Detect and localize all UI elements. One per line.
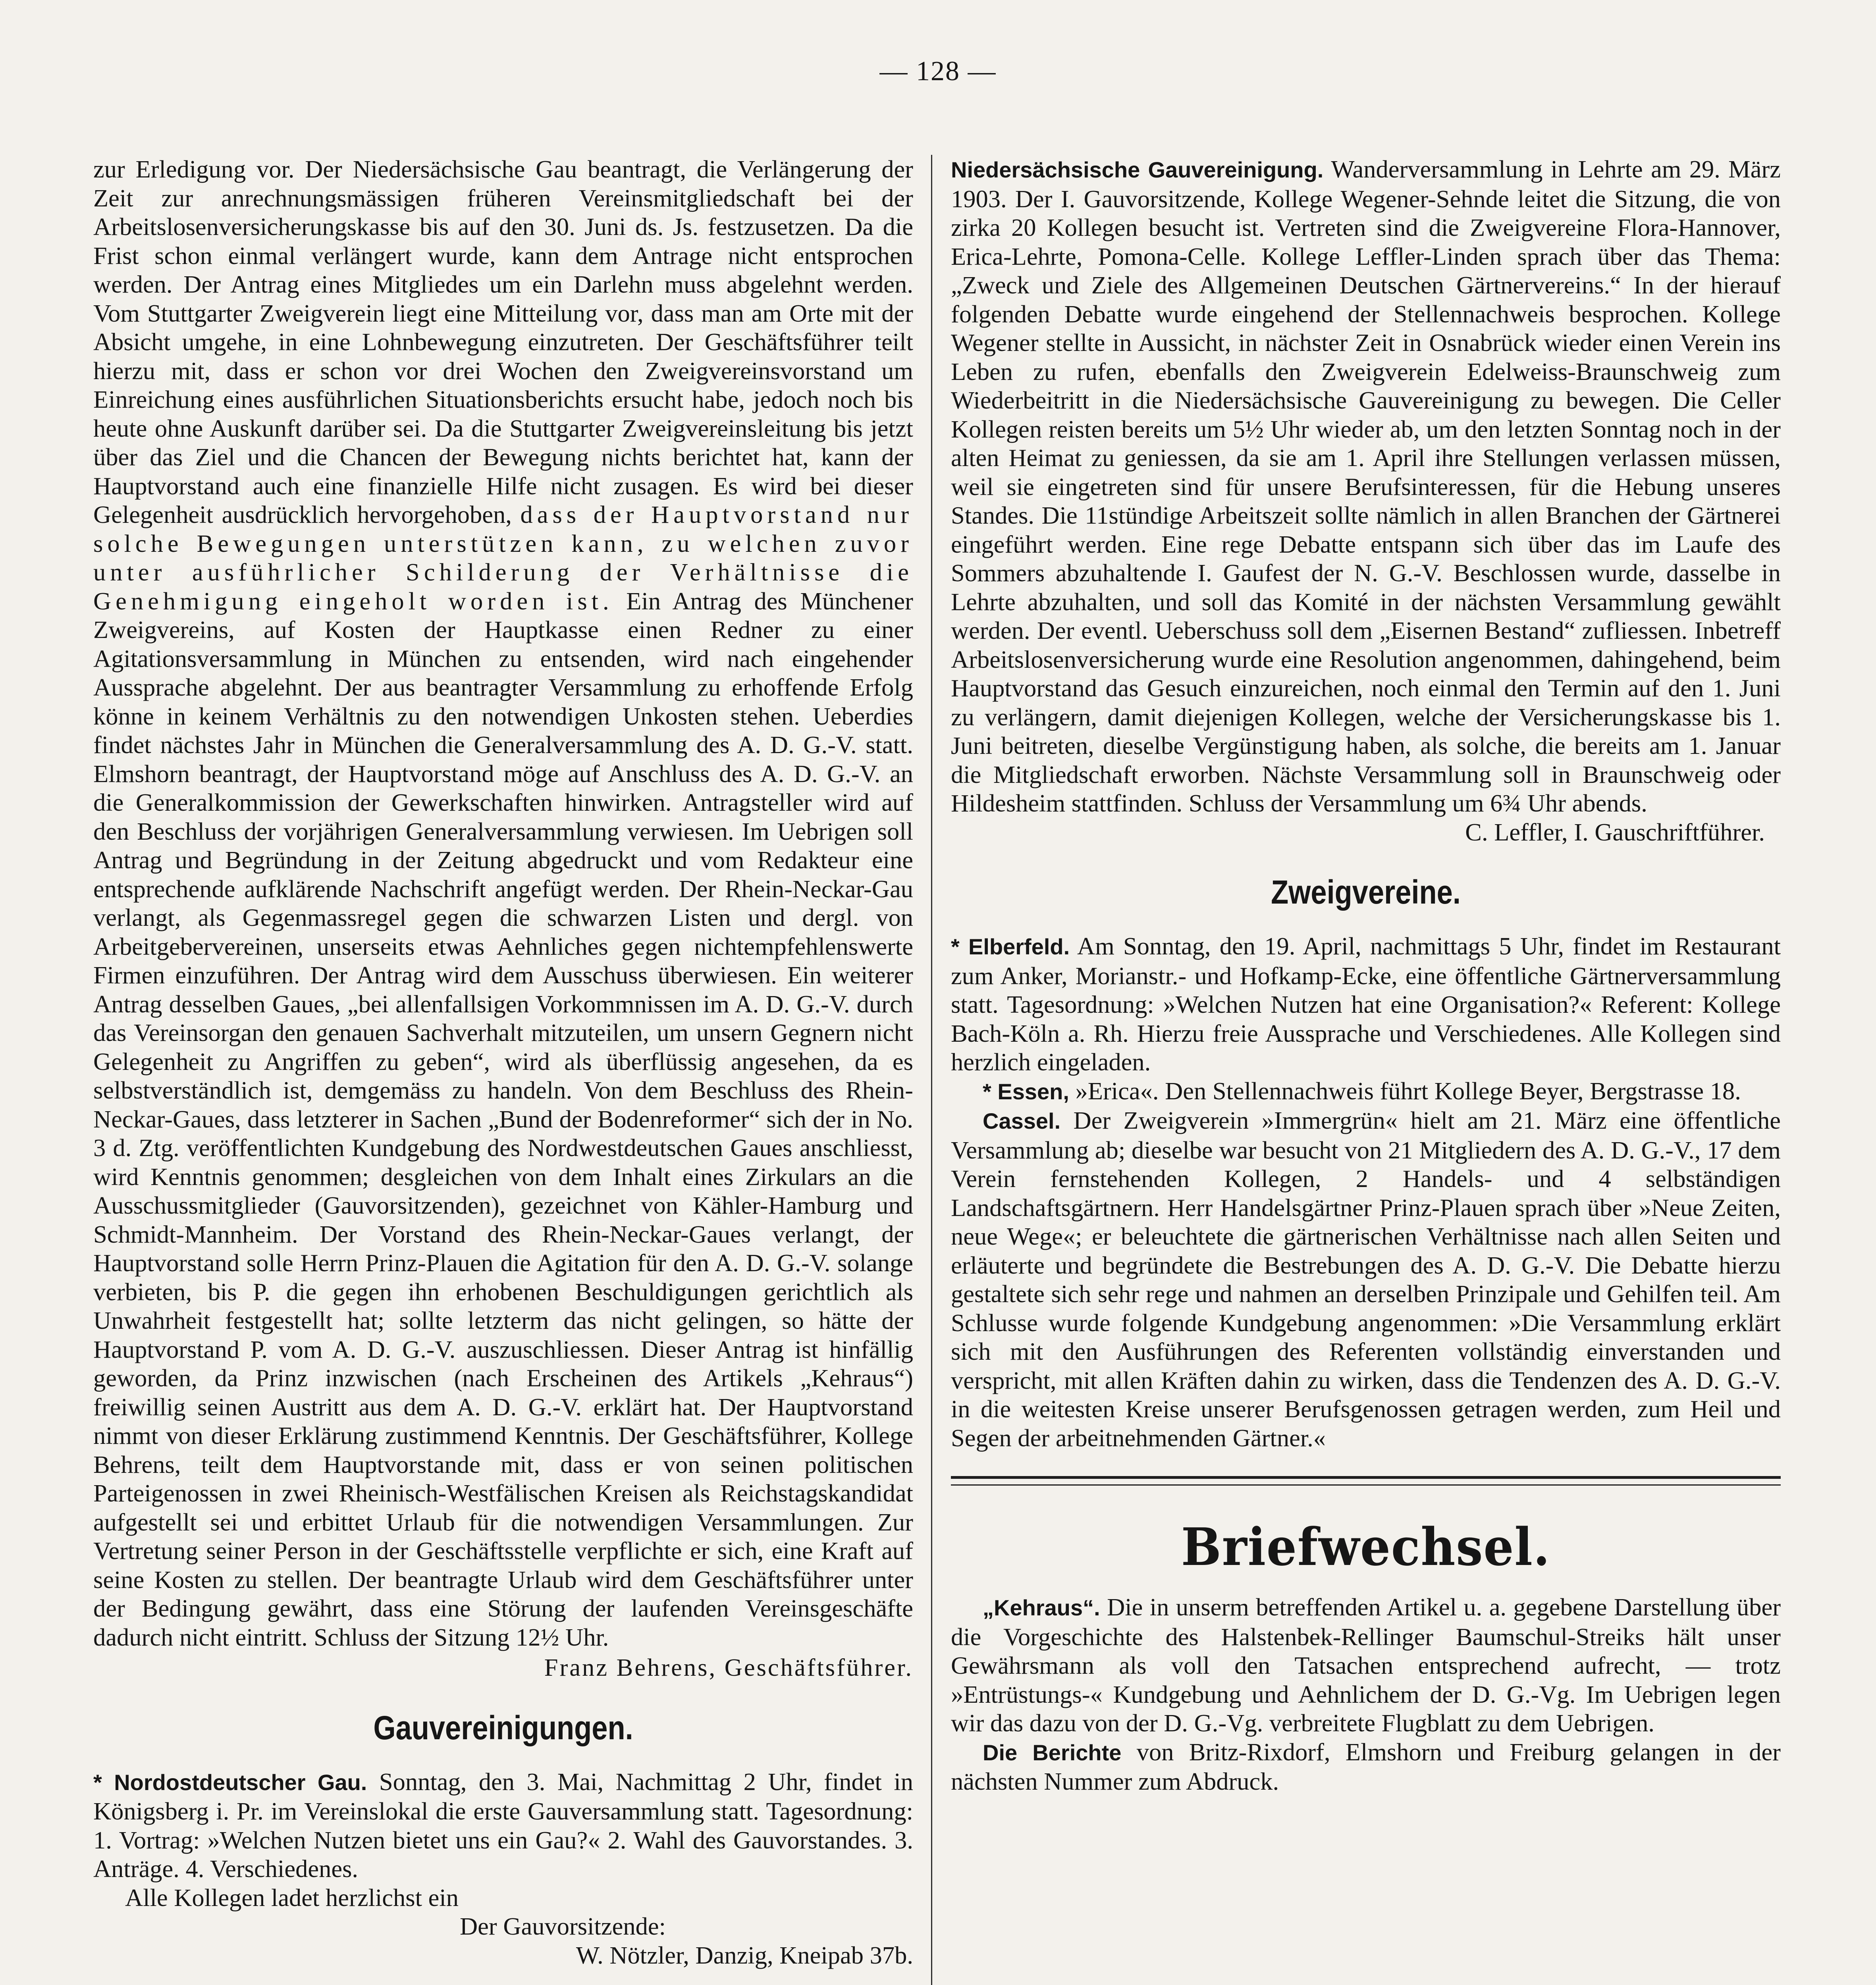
right-column <box>951 155 1781 1985</box>
cassel-entry <box>951 1106 1781 1452</box>
niedersachsen-entry <box>951 155 1781 818</box>
cassel-lead: Cassel. <box>983 1108 1061 1133</box>
kehraus-entry <box>951 1593 1781 1738</box>
section-heading-briefwechsel: Briefwechsel. <box>1181 1517 1551 1577</box>
nordost-entry <box>93 1767 913 1883</box>
berichte-lead: Die Berichte <box>983 1740 1122 1765</box>
nordost-invite: Alle Kollegen ladet herzlichst ein <box>125 1883 459 1912</box>
nordost-text: Sonntag, den 3. Mai, Nachmittag 2 Uhr, findet in Königsberg i. Pr. im Vereinslokal die erste Gauversammlung statt. Tagesordnung: 1. Vortrag: »Welchen Nutzen bietet uns ein Gau?« 2. Wahl des Gauvorstandes. 3. Anträge. 4. Verschiedenes. <box>93 1767 913 1883</box>
nordost-signature: W. Nötzler, Danzig, Kneipab 37b. <box>576 1941 913 1969</box>
kehraus-lead: „Kehraus“. <box>983 1595 1100 1620</box>
elberfeld-lead: * Elberfeld. <box>951 934 1070 959</box>
elberfeld-entry <box>951 932 1781 1077</box>
column-divider <box>931 155 932 1985</box>
niedersachsen-lead: Niedersächsische Gauvereinigung. <box>951 157 1324 182</box>
minutes-paragraph: zur Erledigung vor. Der Niedersächsische Gau beantragt, die Verlängerung der Zeit zur anrechnungsmässigen früheren Vereinsmitgliedschaft bei der Arbeitslosenversicherungskasse bis auf den 30. Juni ds. Js. festzusetzen. Da die Frist schon einmal verlängert wurde, kann dem Antrage nicht entsprochen werden. Der Antrag eines Mitgliedes um ein Darlehn muss abgelehnt werden. Vom Stuttgarter Zweigverein liegt eine Mitteilung vor, dass man am Orte mit der Absicht umgehe, in eine Lohnbewegung einzutreten. Der Geschäftsführer teilt hierzu mit, dass er schon vor drei Wochen den Zweigvereinsvorstand um Einreichung eines ausführlichen Situationsberichts ersucht habe, jedoch noch bis heute ohne Auskunft darüber sei. Da die Stuttgarter Zweigvereinsleitung bis jetzt über das Ziel und die Chancen der Bewegung nichts berichtet hat, kann der Hauptvorstand auch eine finanzielle Hilfe nicht zusagen. Es wird bei dieser Gelegenheit ausdrücklich hervorgehoben, <box>93 155 913 528</box>
cassel-text: Der Zweigverein »Immergrün« hielt am 21. März eine öffentliche Versammlung ab; dieselbe war besucht von 21 Mitgliedern des A. D. G.-V., 17 dem Verein fernstehenden Kollegen, 2 Handels- und 4 selbständigen Landschaftsgärtnern. Herr Handelsgärtner Prinz-Plauen sprach über »Neue Zeiten, neue Wege«; er beleuchtete die gärtnerischen Verhältnisse nach allen Seiten und erläuterte und begründete die Bestrebungen des A. D. G.-V. Die Debatte hierzu gestaltete sich sehr rege und nahmen an derselben Prinzipale und Gehilfen teil. Am Schlusse wurde folgende Kundgebung angenommen: »Die Versammlung erklärt sich mit den Ausführungen des Referenten vollständig einverstanden und verspricht, mit allen Kräften dahin zu wirken, dass die Tendenzen des A. D. G.-V. in die weitesten Kreise unserer Berufsgenossen getragen werden, zum Heil und Segen der arbeitnehmenden Gärtner.« <box>951 1106 1781 1452</box>
elberfeld-text: Am Sonntag, den 19. April, nachmittags 5 Uhr, findet im Restaurant zum Anker, Morianstr.- und Hofkamp-Ecke, eine öffentliche Gärtnerversammlung statt. Tagesordnung: »Welchen Nutzen hat eine Organisation?« Referent: Kollege Bach-Köln a. Rh. Hierzu freie Aussprache und Verschiedenes. Alle Kollegen sind herzlich eingeladen. <box>951 932 1781 1076</box>
page-number: — 128 — <box>879 56 997 87</box>
niedersachsen-signature: C. Leffler, I. Gauschriftführer. <box>1465 818 1765 846</box>
minutes-signature: Franz Behrens, Geschäftsführer. <box>544 1654 913 1681</box>
section-heading-gauvereinigungen: Gauvereinigungen. <box>373 1709 633 1746</box>
kehraus-text: Die in unserm betreffenden Artikel u. a. gegebene Darstellung über die Vorgeschichte des Halstenbek-Rellinger Baumschul-Streiks hält unser Gewährsmann als voll den Tatsachen entsprechend aufrecht, — trotz »Entrüstungs-« Kundgebung und Aehnlichem der D. G.-Vg. Im Uebrigen legen wir das dazu von der D. G.-Vg. verbreitete Flugblatt zu dem Uebrigen. <box>951 1593 1781 1737</box>
essen-lead: * Essen, <box>983 1079 1069 1104</box>
niedersachsen-text: Wanderversammlung in Lehrte am 29. März 1903. Der I. Gauvorsitzende, Kollege Wegener-Sehnde leitet die Sitzung, die von zirka 20 Kollegen besucht ist. Vertreten sind die Zweigvereine Flora-Hannover, Erica-Lehrte, Pomona-Celle. Kollege Leffler-Linden sprach über das Thema: „Zweck und Ziele des Allgemeinen Deutschen Gärtnervereins.“ In der hierauf folgenden Debatte wurde eingehend der Stellennachweis besprochen. Kollege Wegener stellte in Aussicht, in nächster Zeit in Osnabrück wieder einen Verein ins Leben zu rufen, ebenfalls den Zweigverein Edelweiss-Braunschweig zum Wiederbeitritt in die Niedersächsische Gauvereinigung zu bewegen. Die Celler Kollegen reisten bereits um 5½ Uhr wieder ab, um den letzten Sonntag noch in der alten Heimat zu geniessen, da sie am 1. April ihre Stellungen verlassen müssen, weil sie eingetreten sind für unsere Berufsinteressen, für die Hebung unseres Standes. Die 11stündige Arbeitszeit sollte nämlich in allen Branchen der Gärtnerei eingeführt werden. Eine rege Debatte entspann sich über das im Laufe des Sommers abzuhaltende I. Gaufest der N. G.-V. Beschlossen wurde, dasselbe in Lehrte abzuhalten, und soll das Komité in der nächsten Versammlung gewählt werden. Der eventl. Ueberschuss soll dem „Eisernen Bestand“ zufliessen. Inbetreff Arbeitslosenversicherung wurde eine Resolution angenommen, dahingehend, beim Hauptvorstand das Gesuch einzureichen, noch einmal den Termin auf den 1. Juni zu verlängern, damit diejenigen Kollegen, welche der Versicherungskasse bis 1. Juni beitreten, dieselbe Vergünstigung haben, als solche, die bereits am 1. Januar die Mitgliedschaft erworben. Nächste Versammlung soll in Braunschweig oder Hildesheim stattfinden. Schluss der Versammlung um 6¾ Uhr abends. <box>951 155 1781 817</box>
minutes-continuation: Ein Antrag des Münchener Zweigvereins, auf Kosten der Hauptkasse einen Redner zu einer Agitationsversammlung in München zu entsenden, wird nach eingehender Aussprache abgelehnt. Der aus beantragter Versammlung zu erhoffende Erfolg könne in keinem Verhältnis zu den notwendigen Unkosten stehen. Ueberdies findet nächstes Jahr in München die Generalversammlung des A. D. G.-V. statt. Elmshorn beantragt, der Hauptvorstand möge auf Anschluss des A. D. G.-V. an die Generalkommission der Gewerkschaften hinwirken. Antragsteller wird auf den Beschluss der vorjährigen Generalversammlung verwiesen. Im Uebrigen soll Antrag und Begründung in der Zeitung abgedruckt und vom Redakteur eine entsprechende aufklärende Nachschrift angefügt werden. Der Rhein-Neckar-Gau verlangt, als Gegenmassregel gegen die schwarzen Listen und dergl. von Arbeitgebervereinen, unserseits etwas Aehnliches gegen nichtempfehlenswerte Firmen einzuführen. Der Antrag wird dem Ausschuss überwiesen. Ein weiterer Antrag desselben Gaues, „bei allenfallsigen Vorkommnissen im A. D. G.-V. durch das Vereinsorgan den genauen Sachverhalt mitzuteilen, um unsern Gegnern nicht Gelegenheit zu Angriffen zu geben“, wird als überflüssig angesehen, da es selbstverständlich ist, demgemäss zu handeln. Von dem Beschluss des Rhein-Neckar-Gaues, dass letzterer in Sachen „Bund der Bodenreformer“ sich der in No. 3 d. Ztg. veröffentlichten Kundgebung des Nordwestdeutschen Gaues anschliesst, wird Kenntnis genommen; desgleichen von dem Inhalt eines Zirkulars an die Ausschussmitglieder (Gauvorsitzenden), gezeichnet von Kähler-Hamburg und Schmidt-Mannheim. Der Vorstand des Rhein-Neckar-Gaues verlangt, der Hauptvorstand solle Herrn Prinz-Plauen die Agitation für den A. D. G.-V. solange verbieten, bis P. die gegen ihn erhobenen Beschuldigungen gerichtlich als Unwahrheit festgestellt hat; sollte letzterm das nicht gelingen, so hätte der Hauptvorstand P. vom A. D. G.-V. auszuschliessen. Dieser Antrag ist hinfällig geworden, da Prinz inzwischen (nach Erscheinen des Artikels „Kehraus“) freiwillig seinen Austritt aus dem A. D. G.-V. erklärt hat. Der Hauptvorstand nimmt von dieser Erklärung zustimmend Kenntnis. Der Geschäftsführer, Kollege Behrens, teilt dem Hauptvorstande mit, dass er von seinen politischen Parteigenossen in zwei Rheinisch-Westfälischen Kreisen als Reichstagskandidat aufgestellt sei und erbittet Urlaub für die notwendigen Versammlungen. Zur Vertretung seiner Person in der Geschäftsstelle verpflichte er sich, eine Kraft auf seine Kosten zu stellen. Der beantragte Urlaub wird dem Geschäftsführer unter der Bedingung gewährt, dass eine Störung der laufenden Vereinsgeschäfte dadurch nicht eintritt. Schluss der Sitzung 12½ Uhr. <box>93 587 913 1651</box>
berichte-entry <box>951 1738 1781 1796</box>
section-heading-zweigvereine: Zweigvereine. <box>1271 873 1461 911</box>
essen-entry <box>951 1077 1781 1106</box>
berichte-text: von Britz-Rixdorf, Elmshorn und Freiburg gelangen in der nächsten Nummer zum Abdruck. <box>951 1738 1781 1795</box>
minutes-text <box>93 155 913 1652</box>
left-column <box>93 155 913 1985</box>
nordost-lead: * Nordostdeutscher Gau. <box>93 1769 367 1795</box>
section-divider <box>951 1476 1781 1486</box>
essen-text: »Erica«. Den Stellennachweis führt Kollege Beyer, Bergstrasse 18. <box>1075 1077 1741 1105</box>
minutes-emphasis: dass der Hauptvorstand nur solche Bewegungen unterstützen kann, zu welchen zuvor unter ausführlicher Schilderung der Verhältnisse die Genehmigung eingeholt worden ist. <box>93 501 913 615</box>
nordost-signature-title: Der Gauvorsitzende: <box>460 1912 666 1940</box>
